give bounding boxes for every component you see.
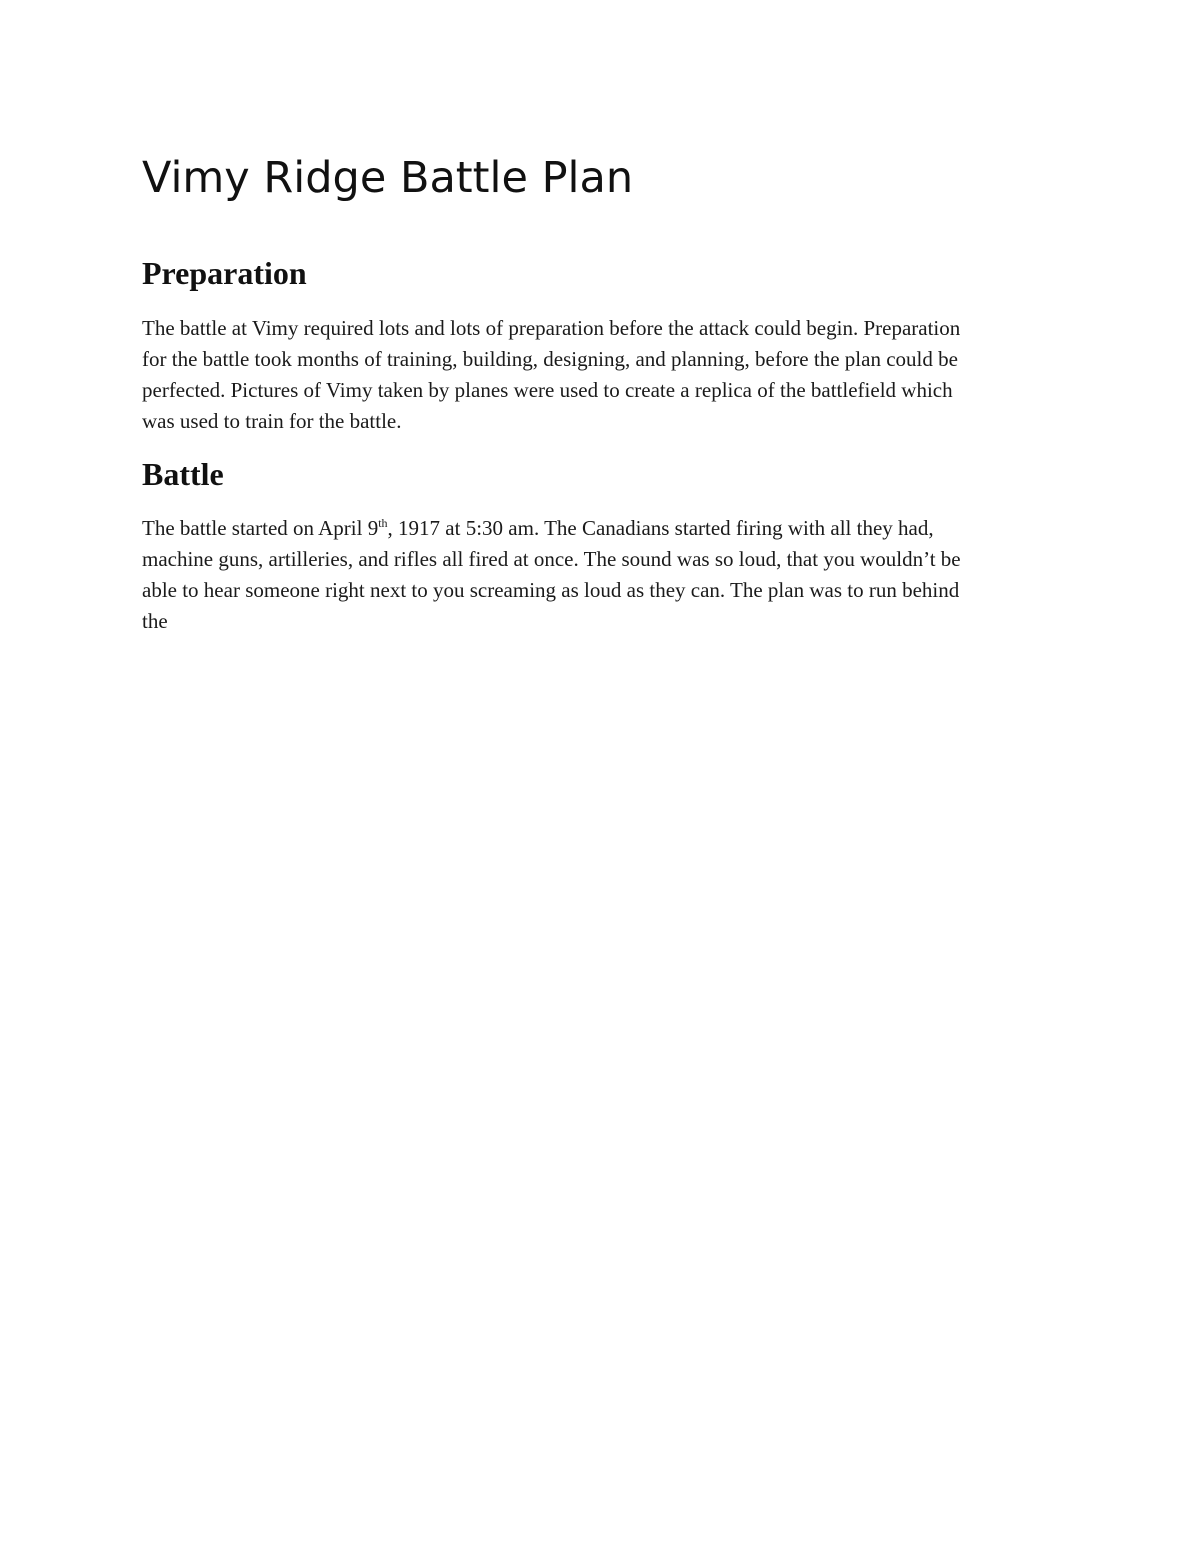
section-heading-preparation: Preparation (142, 255, 307, 291)
document-title: Vimy Ridge Battle Plan (142, 153, 634, 203)
section-heading-battle: Battle (142, 456, 224, 492)
battle-paragraph (142, 513, 1072, 637)
paragraph-line (142, 513, 1072, 544)
paragraph-line: perfected. Pictures of Vimy taken by planes were used to create a replica of the battlefield which (142, 378, 953, 402)
paragraph-line: for the battle took months of training, building, designing, and planning, before the plan could be (142, 347, 958, 371)
paragraph-line: The battle at Vimy required lots and lots of preparation before the attack could begin. Preparation (142, 316, 961, 340)
paragraph-line: was used to train for the battle. (142, 409, 402, 433)
paragraph-line: the (142, 609, 168, 633)
preparation-paragraph (142, 313, 1072, 437)
paragraph-line: able to hear someone right next to you screaming as loud as they can. The plan was to run behind (142, 578, 960, 602)
ordinal-suffix: th (378, 516, 388, 530)
date-text: The battle started on April 9 (142, 516, 379, 540)
date-continuation-text: , 1917 at 5:30 am. The Canadians started firing with all they had, (387, 516, 934, 540)
paragraph-line: machine guns, artilleries, and rifles all fired at once. The sound was so loud, that you wouldn’t be (142, 547, 961, 571)
